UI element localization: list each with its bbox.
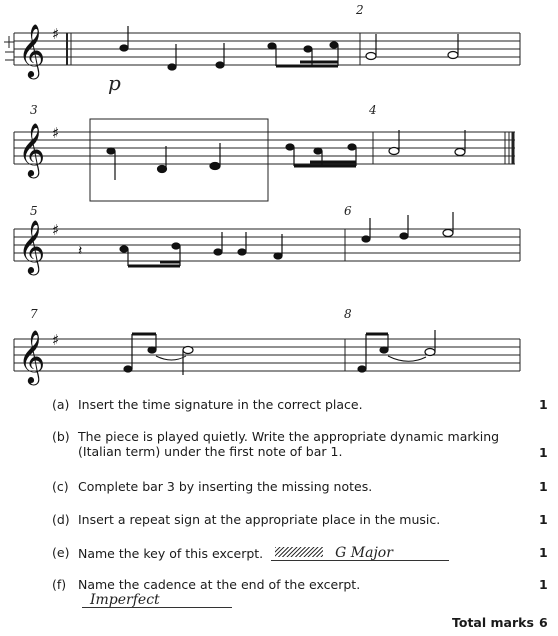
question-text: Name the key of this excerpt. [78, 546, 264, 561]
question-label: (b) [52, 429, 70, 444]
bar-number: 3 [30, 103, 38, 117]
answer-line-key[interactable] [271, 545, 449, 561]
question-marks: 1 [539, 397, 548, 412]
treble-clef-icon: 𝄞 [18, 122, 46, 176]
note [268, 43, 276, 49]
bar-number: 8 [344, 307, 352, 321]
note [448, 52, 458, 59]
note [380, 347, 388, 353]
question-text: Insert a repeat sign at the appropriate place in the music. [78, 512, 441, 527]
note [443, 230, 453, 237]
question-label: (d) [52, 512, 70, 527]
total-marks-label: Total marks [452, 615, 534, 630]
note [366, 53, 376, 60]
time-signature-mark [4, 36, 14, 60]
question-text: Insert the time signature in the correct place. [78, 397, 363, 412]
staff-4 [14, 339, 520, 371]
answer-line-cadence[interactable] [82, 592, 232, 608]
note [358, 366, 366, 372]
dynamic-marking: p [108, 71, 121, 95]
note [158, 166, 167, 173]
note [425, 349, 435, 356]
sharp-icon: ♯ [52, 331, 60, 349]
crossed-out-scribble [275, 547, 323, 557]
note [314, 148, 322, 154]
question-text: The piece is played quietly. Write the appropriate dynamic marking (Italian term) under the first note of bar 1. [78, 429, 500, 459]
treble-clef-icon: 𝄞 [18, 23, 46, 77]
note [238, 249, 246, 255]
sharp-icon: ♯ [52, 221, 60, 239]
question-label: (c) [52, 479, 69, 494]
bar-3-box [90, 119, 268, 201]
treble-clef-icon: 𝄞 [18, 329, 46, 383]
note [120, 246, 128, 252]
note [183, 347, 193, 354]
question-marks: 1 [539, 577, 548, 592]
question-marks: 1 [539, 479, 548, 494]
note [172, 243, 180, 249]
note [348, 144, 356, 150]
note [120, 45, 128, 51]
note [304, 46, 312, 52]
question-marks: 1 [539, 545, 548, 560]
treble-clef-icon: 𝄞 [18, 219, 46, 273]
bar-number: 7 [30, 307, 38, 321]
sharp-icon: ♯ [52, 25, 60, 43]
answer-key: G Major [335, 545, 393, 561]
note [168, 64, 176, 70]
question-text: Complete bar 3 by inserting the missing notes. [78, 479, 373, 494]
note [216, 62, 224, 68]
note [330, 42, 338, 48]
bar-number: 6 [344, 204, 352, 218]
answer-cadence: Imperfect [90, 592, 160, 608]
note [214, 249, 222, 255]
rest-icon: 𝄽 [78, 243, 83, 259]
note [286, 144, 294, 150]
note [124, 366, 132, 372]
bar-number: 4 [369, 103, 377, 117]
note [455, 149, 465, 156]
question-text: Name the cadence at the end of the excerpt. [78, 577, 361, 592]
note [400, 233, 408, 239]
bar-number: 2 [356, 3, 364, 17]
sharp-icon: ♯ [52, 124, 60, 142]
question-label: (f) [52, 577, 67, 592]
question-label: (a) [52, 397, 70, 412]
staff-1 [14, 33, 520, 65]
total-marks-value: 6 [539, 615, 548, 630]
question-label: (e) [52, 545, 70, 560]
note [274, 253, 282, 259]
note [210, 163, 220, 170]
question-marks: 1 [539, 445, 548, 460]
note [362, 236, 370, 242]
bar-number: 5 [30, 204, 38, 218]
note [389, 148, 399, 155]
staff-2 [14, 132, 515, 164]
note [107, 148, 115, 154]
note [148, 347, 156, 353]
question-marks: 1 [539, 512, 548, 527]
